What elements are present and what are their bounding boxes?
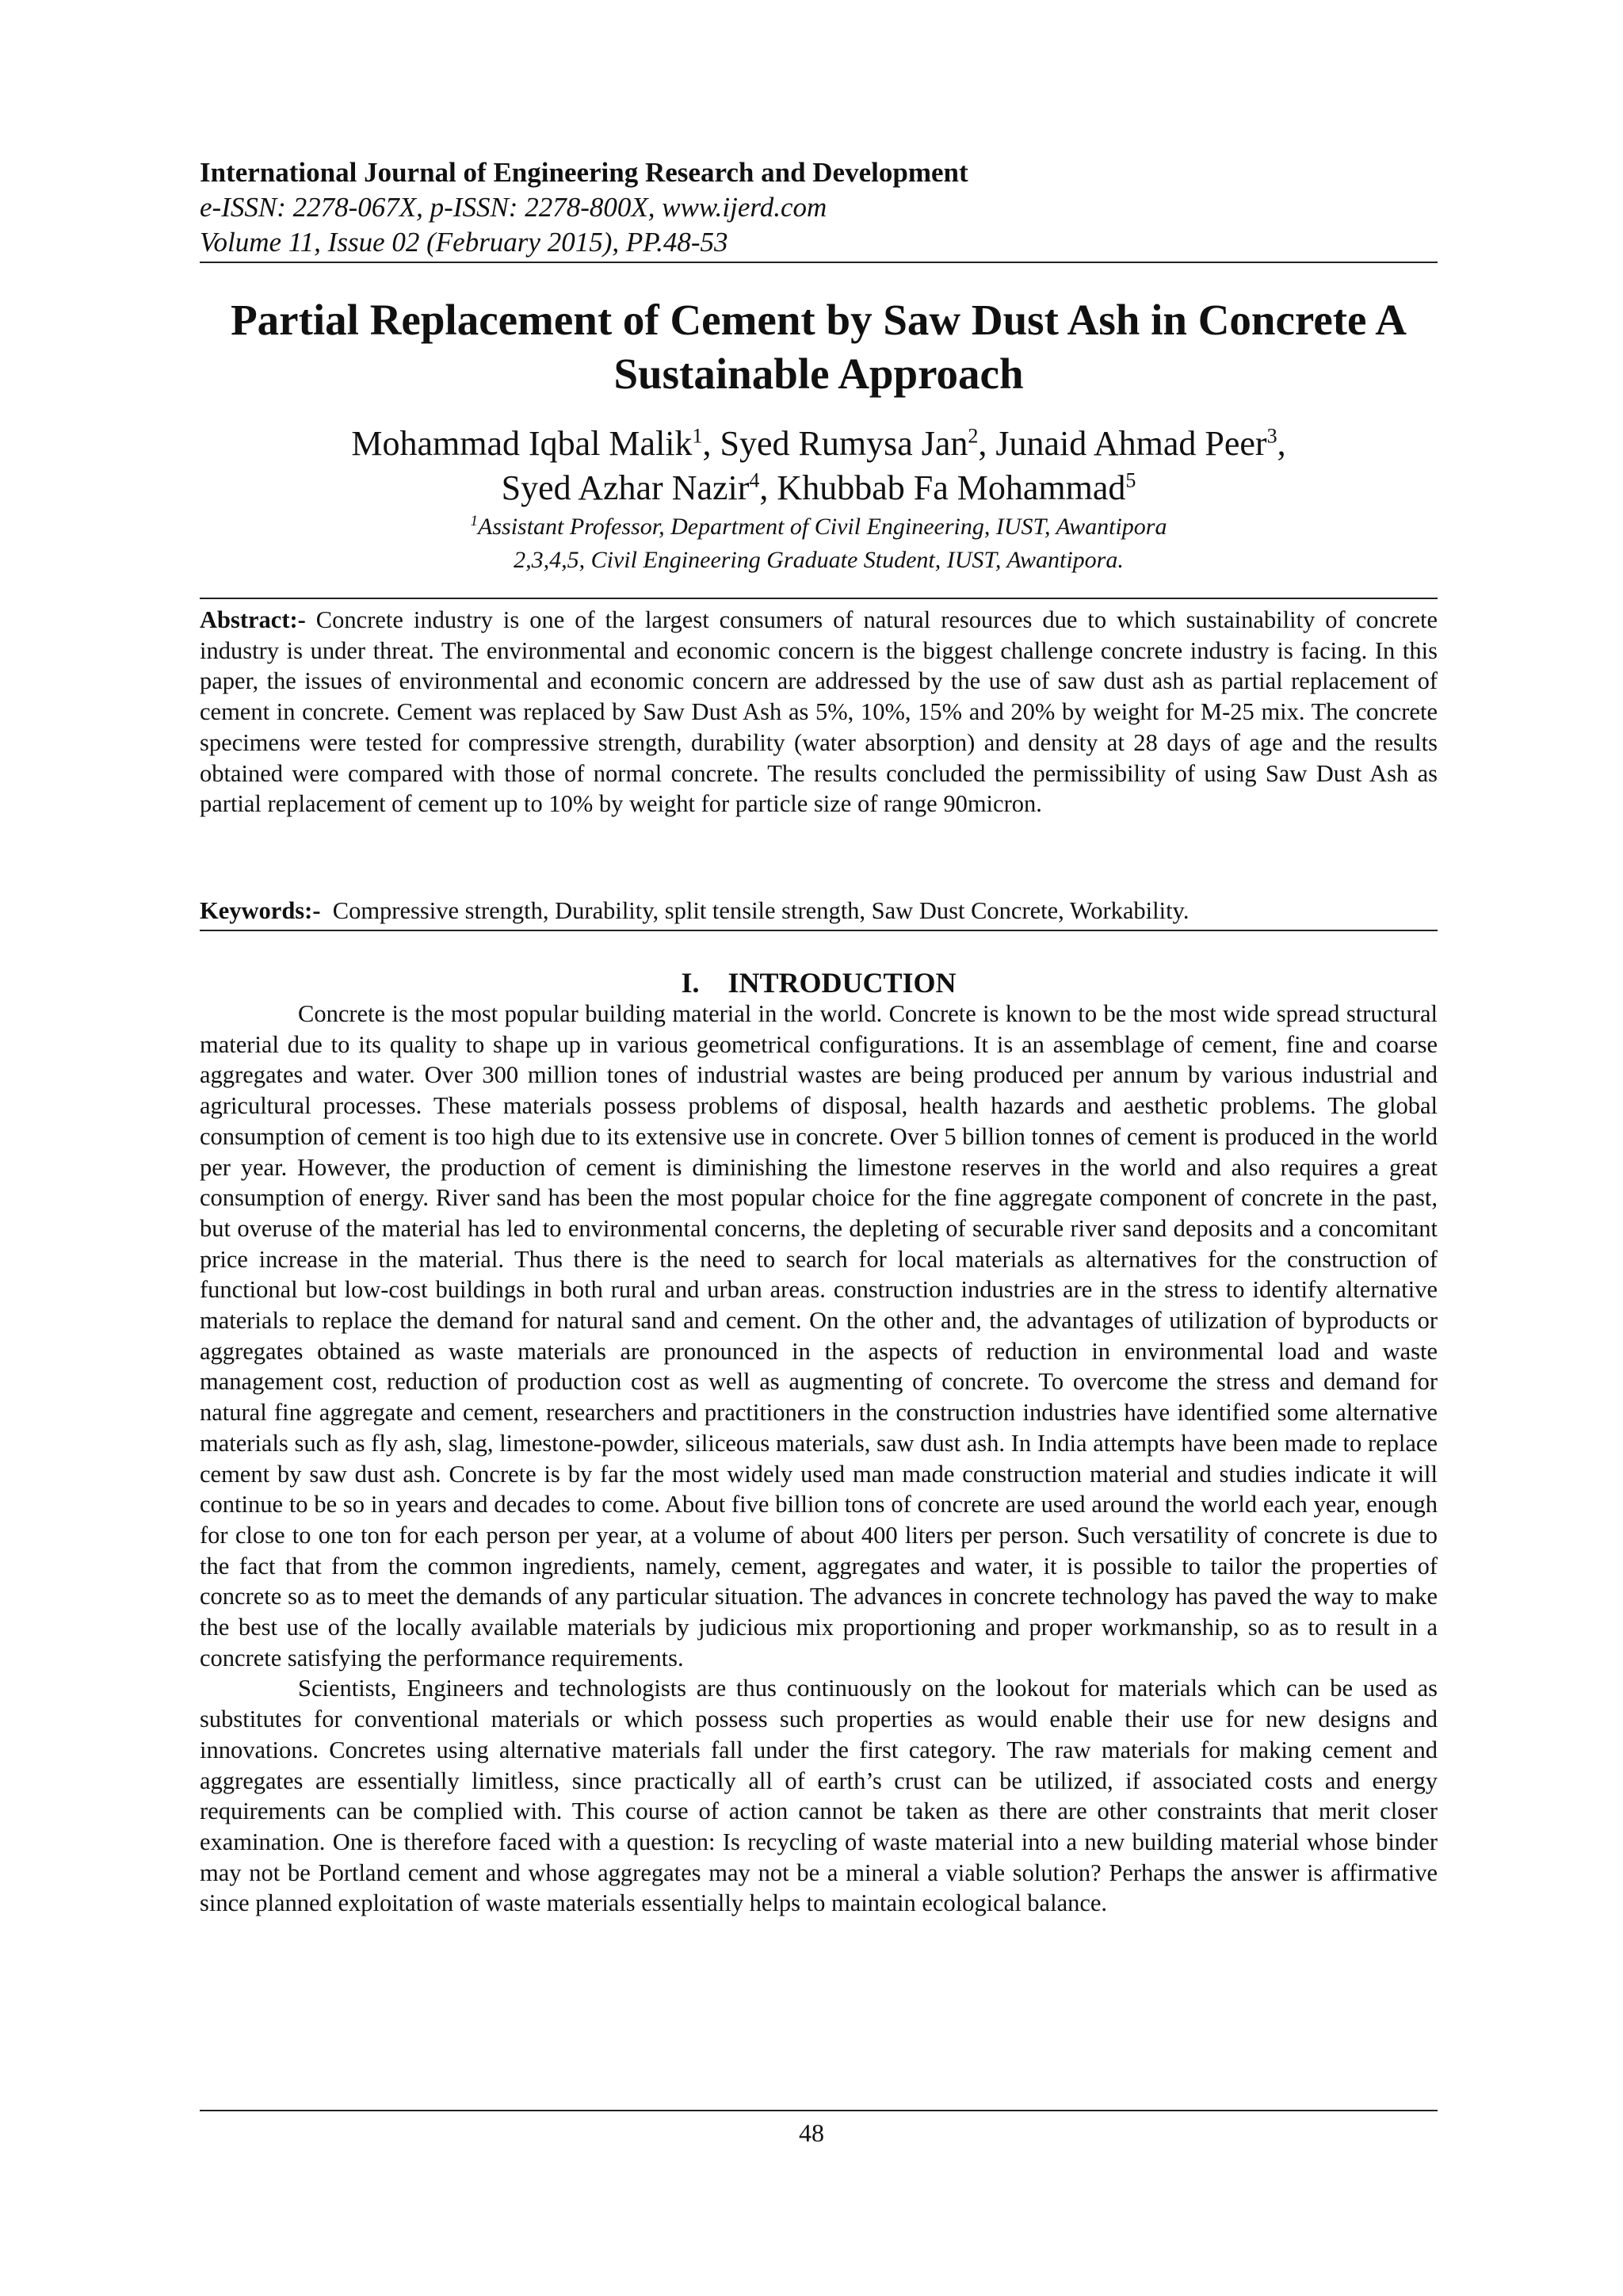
author-name: Mohammad Iqbal Malik — [351, 424, 693, 463]
affiliation-line-2: 2,3,4,5, Civil Engineering Graduate Student, IUST, Awantipora. — [514, 547, 1124, 573]
journal-header — [200, 155, 1438, 260]
author-separator: , — [1277, 424, 1286, 463]
footer-divider — [200, 2110, 1438, 2111]
section-heading-introduction: I. INTRODUCTION — [681, 967, 957, 999]
journal-volume: Volume 11, Issue 02 (February 2015), PP.48-53 — [200, 227, 728, 258]
abstract-label: Abstract:- — [200, 606, 306, 633]
affiliation-mark: 1 — [470, 513, 479, 529]
author-name: Khubbab Fa Mohammad — [777, 468, 1126, 507]
author-separator: , — [702, 424, 720, 463]
paragraph: Scientists, Engineers and technologists are thus continuously on the lookout for materials which can be used as substitutes for conventional materials or which possess such properties as would enable their use for new designs and innovations. Concretes using alternative materials fall under the first category. The raw materials for making cement and aggregates are essentially limitless, since practically all of earth’s crust can be utilized, if associated costs and energy requirements can be complied with. This course of action cannot be taken as there are other constraints that merit closer examination. One is therefore faced with a question: Is recycling of waste material into a new building material whose binder may not be Portland cement and whose aggregates may not be a mineral a viable solution? Perhaps the answer is affirmative since planned exploitation of waste materials essentially helps to maintain ecological balance. — [200, 1675, 1438, 1917]
author-name: Junaid Ahmad Peer — [995, 424, 1267, 463]
author-name: Syed Azhar Nazir — [501, 468, 750, 507]
author-affiliation-mark: 3 — [1266, 424, 1277, 448]
affiliations — [200, 510, 1438, 577]
author-affiliation-mark: 5 — [1125, 468, 1136, 492]
author-affiliation-mark: 4 — [749, 468, 760, 492]
author-separator: , — [759, 468, 777, 507]
author-affiliation-mark: 1 — [692, 424, 703, 448]
header-divider — [200, 262, 1438, 263]
keywords-label: Keywords:- — [200, 897, 321, 924]
keywords-bottom-divider — [200, 930, 1438, 931]
keywords — [200, 896, 1438, 926]
abstract — [200, 605, 1438, 819]
paper-title: Partial Replacement of Cement by Saw Dust Ash in Concrete A Sustainable Approach — [231, 296, 1407, 398]
author-affiliation-mark: 2 — [968, 424, 979, 448]
journal-issn: e-ISSN: 2278-067X, p-ISSN: 2278-800X, www.ijerd.com — [200, 192, 827, 223]
author-separator: , — [978, 424, 996, 463]
author-list — [200, 422, 1438, 510]
affiliation-line-1: $^1$Assistant Professor, Department of Civil Engineering, IUST, Awantipora — [470, 513, 1167, 540]
abstract-top-divider — [200, 598, 1438, 599]
page-number: 48 — [799, 2118, 824, 2147]
paragraph: Concrete is the most popular building material in the world. Concrete is known to be the most wide spread structural material due to its quality to shape up in various geometrical configurations. It is an assemblage of cement, fine and coarse aggregates and water. Over 300 million tones of industrial wastes are being produced per annum by various industrial and agricultural processes. These materials possess problems of disposal, health hazards and aesthetic problems. The global consumption of cement is too high due to its extensive use in concrete. Over 5 billion tonnes of cement is produced in the world per year. However, the production of cement is diminishing the limestone reserves in the world and also requires a great consumption of energy. River sand has been the most popular choice for the fine aggregate component of concrete in the past, but overuse of the material has led to environmental concerns, the depleting of securable river sand deposits and a concomitant price increase in the material. Thus there is the need to search for local materials as alternatives for the construction of functional but low-cost buildings in both rural and urban areas. construction industries are in the stress to identify alternative materials to replace the demand for natural sand and cement. On the other and, the advantages of utilization of byproducts or aggregates obtained as waste materials are pronounced in the aspects of reduction in environmental load and waste management cost, reduction of production cost as well as augmenting of concrete. To overcome the stress and demand for natural fine aggregate and cement, researchers and practitioners in the construction industries have identified some alternative materials such as fly ash, slag, limestone-powder, siliceous materials, saw dust ash. In India attempts have been made to replace cement by saw dust ash. Concrete is by far the most widely used man made construction material and studies indicate it will continue to be so in years and decades to come. About five billion tons of concrete are used around the world each year, enough for close to one ton for each person per year, at a volume of about 400 liters per person. Such versatility of concrete is due to the fact that from the common ingredients, namely, cement, aggregates and water, it is possible to tailor the properties of concrete so as to meet the demands of any particular situation. The advances in concrete technology has paved the way to make the best use of the locally available materials by judicious mix proportioning and proper workmanship, so as to result in a concrete satisfying the performance requirements. — [200, 1000, 1438, 1671]
keywords-text: Compressive strength, Durability, split tensile strength, Saw Dust Concrete, Workability. — [320, 897, 1190, 924]
author-name: Syed Rumysa Jan — [720, 424, 968, 463]
journal-name: International Journal of Engineering Research and Development — [200, 157, 968, 188]
introduction-body — [200, 999, 1438, 1919]
abstract-text: Concrete industry is one of the largest consumers of natural resources due to which sustainability of concrete industry is under threat. The environmental and economic concern is the biggest challenge concrete industry is facing. In this paper, the issues of environmental and economic concern are addressed by the use of saw dust ash as partial replacement of cement in concrete. Cement was replaced by Saw Dust Ash as 5%, 10%, 15% and 20% by weight for M-25 mix. The concrete specimens were tested for compressive strength, durability (water absorption) and density at 28 days of age and the results obtained were compared with those of normal concrete. The results concluded the permissibility of using Saw Dust Ash as partial replacement of cement up to 10% by weight for particle size of range 90micron. — [200, 606, 1438, 818]
